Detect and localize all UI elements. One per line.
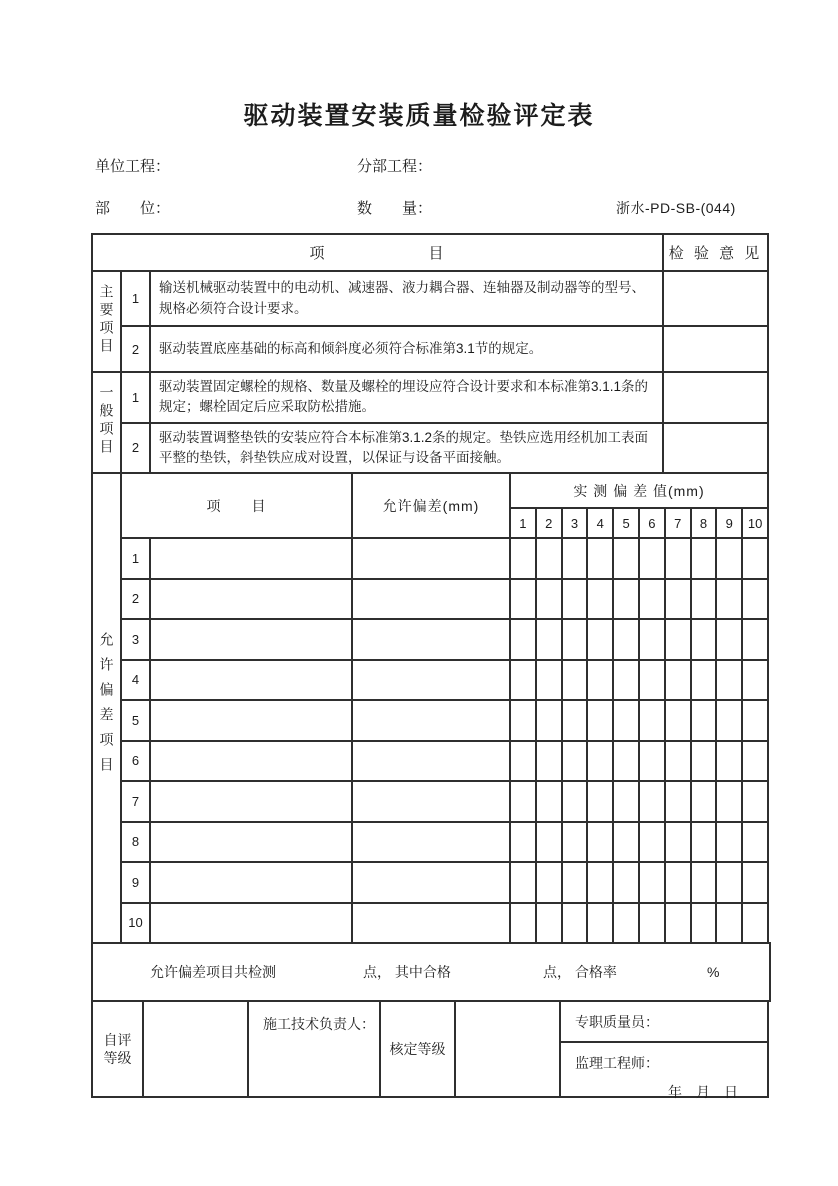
deviation-item-cell (150, 700, 352, 741)
row-number: 1 (121, 372, 150, 423)
allowed-deviation-cell (352, 619, 510, 660)
opinion-column-header: 检 验 意 见 (663, 234, 768, 271)
measure-cell (587, 781, 613, 822)
measure-cell (639, 538, 665, 579)
measure-cell (639, 862, 665, 903)
measure-cell (665, 741, 691, 782)
measure-cell (587, 660, 613, 701)
deviation-row (92, 660, 768, 701)
general-group-label (92, 372, 121, 473)
measure-cell (716, 538, 742, 579)
measure-cell (639, 660, 665, 701)
deviation-side-label (92, 473, 121, 943)
measure-cell (562, 619, 588, 660)
measure-cell (613, 660, 639, 701)
allowed-deviation-cell (352, 741, 510, 782)
opinion-cell (663, 271, 768, 326)
measure-cell (742, 700, 768, 741)
measure-cell (742, 822, 768, 863)
deviation-row-number: 9 (121, 862, 150, 903)
deviation-item-cell (150, 903, 352, 944)
deviation-row (92, 903, 768, 944)
measure-cell (536, 903, 562, 944)
allowed-deviation-cell (352, 660, 510, 701)
summary-lead: 允许偏差项目共检测 (150, 964, 276, 980)
measure-cell (639, 579, 665, 620)
measure-col-number: 5 (613, 508, 639, 538)
allowed-deviation-cell (352, 822, 510, 863)
form-code: 浙水-PD-SB-(044) (616, 200, 736, 216)
signoff-row (92, 1001, 768, 1097)
measure-cell (691, 781, 717, 822)
measure-cell (665, 660, 691, 701)
supervisor-label: 监理工程师： (561, 1041, 767, 1082)
measure-cell (742, 619, 768, 660)
deviation-row (92, 579, 768, 620)
measure-cell (742, 538, 768, 579)
deviation-table (91, 472, 769, 944)
allowed-deviation-cell (352, 781, 510, 822)
deviation-item-cell (150, 822, 352, 863)
item-text: 驱动装置固定螺栓的规格、数量及螺栓的埋设应符合设计要求和本标准第3.1.1条的规定；螺栓固定后应采取防松措施。 (150, 372, 663, 423)
deviation-item-cell (150, 579, 352, 620)
date-line: 年 月 日 (668, 1084, 738, 1100)
deviation-row (92, 741, 768, 782)
measure-cell (613, 700, 639, 741)
quality-officer-label: 专职质量员： (575, 1013, 659, 1030)
measure-cell (665, 903, 691, 944)
self-grade-label: 自评等级 (92, 1001, 143, 1097)
measure-cell (613, 781, 639, 822)
deviation-row (92, 781, 768, 822)
division-project-label: 分部工程： (357, 158, 433, 175)
row-number: 2 (121, 423, 150, 474)
deviation-row (92, 538, 768, 579)
measure-cell (510, 903, 536, 944)
deviation-row-number: 3 (121, 619, 150, 660)
summary-passed-suffix: 点， 合格率 (543, 964, 617, 980)
quantity-label: 数 量： (357, 200, 433, 217)
measure-cell (716, 579, 742, 620)
measure-cell (742, 903, 768, 944)
measure-cell (691, 741, 717, 782)
deviation-row-number: 6 (121, 741, 150, 782)
measure-cell (536, 862, 562, 903)
measure-cell (510, 822, 536, 863)
measure-cell (742, 741, 768, 782)
measure-cell (587, 538, 613, 579)
item-text: 驱动装置调整垫铁的安装应符合本标准第3.1.2条的规定。垫铁应选用经机加工表面平整的垫铁，斜垫铁应成对设置，以保证与设备平面接触。 (150, 423, 663, 474)
measure-cell (510, 700, 536, 741)
deviation-item-cell (150, 538, 352, 579)
measure-cell (587, 700, 613, 741)
self-grade-value-cell (143, 1001, 248, 1097)
form-tables (91, 233, 769, 1098)
measure-cell (536, 660, 562, 701)
measure-cell (639, 741, 665, 782)
measure-cell (691, 579, 717, 620)
measure-cell (562, 741, 588, 782)
measure-cell (742, 660, 768, 701)
deviation-row-number: 2 (121, 579, 150, 620)
deviation-row (92, 862, 768, 903)
measure-cell (665, 619, 691, 660)
measure-cell (587, 822, 613, 863)
deviation-row (92, 822, 768, 863)
measure-cell (510, 619, 536, 660)
item-text: 驱动装置底座基础的标高和倾斜度必须符合标准第3.1节的规定。 (150, 326, 663, 372)
measure-cell (639, 903, 665, 944)
deviation-item-cell (150, 781, 352, 822)
measure-cell (510, 781, 536, 822)
page-title: 驱动装置安装质量检验评定表 (243, 103, 595, 130)
measure-cell (691, 862, 717, 903)
deviation-item-header: 项 目 (121, 473, 352, 538)
measure-cell (665, 822, 691, 863)
part-label: 部 位： (95, 200, 171, 217)
deviation-row-number: 1 (121, 538, 150, 579)
measure-cell (665, 781, 691, 822)
deviation-row-number: 4 (121, 660, 150, 701)
measure-col-number: 10 (742, 508, 768, 538)
measure-col-number: 1 (510, 508, 536, 538)
verified-grade-label: 核定等级 (380, 1001, 455, 1097)
measure-cell (716, 619, 742, 660)
measure-cell (691, 903, 717, 944)
measure-cell (716, 741, 742, 782)
measure-cell (562, 538, 588, 579)
unit-project-label: 单位工程： (95, 158, 171, 175)
measure-cell (613, 741, 639, 782)
measure-cell (639, 822, 665, 863)
deviation-item-cell (150, 741, 352, 782)
measure-col-number: 9 (716, 508, 742, 538)
row-number: 1 (121, 271, 150, 326)
opinion-cell (663, 423, 768, 474)
tech-lead-label: 施工技术负责人： (248, 1001, 380, 1097)
item-text: 输送机械驱动装置中的电动机、减速器、液力耦合器、连轴器及制动器等的型号、规格必须符合设计要求。 (150, 271, 663, 326)
major-group-label (92, 271, 121, 372)
measure-cell (587, 862, 613, 903)
measure-cell (510, 741, 536, 782)
measure-cell (613, 822, 639, 863)
measure-cell (562, 579, 588, 620)
measure-col-number: 4 (587, 508, 613, 538)
measure-cell (716, 903, 742, 944)
allowed-deviation-cell (352, 538, 510, 579)
measure-cell (613, 862, 639, 903)
deviation-body (92, 473, 768, 943)
measure-cell (665, 538, 691, 579)
measure-cell (716, 781, 742, 822)
measure-col-number: 3 (562, 508, 588, 538)
deviation-item-cell (150, 619, 352, 660)
allowed-deviation-header: 允许偏差(mm) (352, 473, 510, 538)
deviation-header-row (92, 473, 768, 508)
allowed-deviation-cell (352, 579, 510, 620)
measure-cell (691, 660, 717, 701)
measure-cell (613, 903, 639, 944)
general-item-row-2 (92, 423, 768, 474)
deviation-item-cell (150, 660, 352, 701)
measure-cell (587, 903, 613, 944)
summary-cell (92, 943, 770, 1001)
measure-cell (716, 862, 742, 903)
measure-cell (691, 700, 717, 741)
measure-cell (665, 862, 691, 903)
measure-cell (716, 660, 742, 701)
major-item-row-2 (92, 326, 768, 372)
measure-cell (691, 822, 717, 863)
opinion-cell (663, 326, 768, 372)
summary-table (91, 942, 771, 1002)
measure-cell (536, 700, 562, 741)
measure-cell (587, 579, 613, 620)
measure-cell (665, 700, 691, 741)
deviation-row (92, 619, 768, 660)
row-number: 2 (121, 326, 150, 372)
measure-cell (587, 741, 613, 782)
measure-cell (716, 822, 742, 863)
measure-cell (536, 741, 562, 782)
verified-grade-value-cell (455, 1001, 560, 1097)
measure-cell (613, 579, 639, 620)
opinion-cell (663, 372, 768, 423)
measure-cell (639, 781, 665, 822)
measure-cell (536, 538, 562, 579)
measure-cell (562, 781, 588, 822)
measure-cell (742, 781, 768, 822)
allowed-deviation-cell (352, 700, 510, 741)
measure-cell (691, 538, 717, 579)
summary-row (92, 943, 770, 1001)
measure-cell (742, 862, 768, 903)
measure-col-number: 8 (691, 508, 717, 538)
general-group-label-text: 一般项目 (98, 385, 115, 457)
measure-cell (562, 822, 588, 863)
measure-cell (510, 538, 536, 579)
measure-cell (562, 862, 588, 903)
general-item-row-1 (92, 372, 768, 423)
measure-cell (536, 822, 562, 863)
measure-cell (536, 781, 562, 822)
inspection-table (91, 233, 769, 474)
measure-col-number: 2 (536, 508, 562, 538)
measure-cell (716, 700, 742, 741)
measure-cell (587, 619, 613, 660)
measure-cell (639, 700, 665, 741)
inspection-header-row (92, 234, 768, 271)
measure-cell (691, 619, 717, 660)
measure-cell (562, 660, 588, 701)
measure-col-number: 7 (665, 508, 691, 538)
measure-cell (510, 579, 536, 620)
major-item-row-1 (92, 271, 768, 326)
allowed-deviation-cell (352, 903, 510, 944)
measure-cell (742, 579, 768, 620)
measure-cell (510, 862, 536, 903)
measure-cell (613, 538, 639, 579)
major-group-label-text: 主要项目 (98, 284, 115, 356)
item-column-header: 项 目 (92, 234, 663, 271)
deviation-row-number: 8 (121, 822, 150, 863)
summary-checked-suffix: 点， 其中合格 (363, 964, 451, 980)
measure-cell (613, 619, 639, 660)
deviation-row-number: 10 (121, 903, 150, 944)
measure-cell (562, 700, 588, 741)
deviation-row (92, 700, 768, 741)
measure-cell (510, 660, 536, 701)
deviation-item-cell (150, 862, 352, 903)
allowed-deviation-cell (352, 862, 510, 903)
summary-percent: % (707, 964, 720, 980)
deviation-row-number: 7 (121, 781, 150, 822)
measured-deviation-header: 实 测 偏 差 值(mm) (510, 473, 768, 508)
measure-cell (536, 579, 562, 620)
deviation-side-label-text: 允许偏差项目 (98, 631, 115, 782)
measure-cell (536, 619, 562, 660)
measure-cell (665, 579, 691, 620)
measure-cell (639, 619, 665, 660)
deviation-row-number: 5 (121, 700, 150, 741)
measure-col-number: 6 (639, 508, 665, 538)
measure-cell (562, 903, 588, 944)
